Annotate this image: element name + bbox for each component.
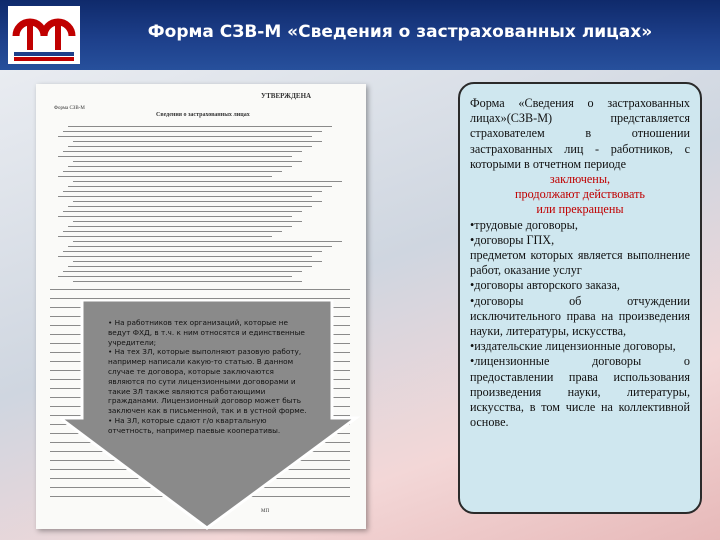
- form-line: [73, 161, 302, 162]
- form-line: [73, 281, 302, 282]
- form-line: [73, 181, 342, 182]
- callout-item: • На тех ЗЛ, которые выполняют разовую работу, например написали какую-то статью. В данном случае те договора, которые заключаются являются по сути лицензионными договорами и такие ЗЛ также являются работающими гражданами. Лицензионный договор может быть заключен как в письменной, так и в устной форме.: [108, 347, 307, 416]
- form-line: [58, 176, 272, 177]
- form-line: [68, 246, 332, 247]
- panel-intro: Форма «Сведения о застрахованных лицах»(СЗВ-М) представляется страхователем в отношении застрахованных лиц - работников, с которыми в отчетном периоде: [470, 96, 690, 171]
- form-line: [50, 289, 350, 290]
- form-heading: Сведения о застрахованных лицах: [156, 112, 250, 118]
- form-line: [68, 266, 312, 267]
- form-line: [50, 298, 350, 299]
- form-code: Форма СЗВ-М: [54, 106, 85, 111]
- form-line: [68, 146, 312, 147]
- form-line: [63, 191, 322, 192]
- callout-text: [108, 318, 308, 436]
- page-title: Форма СЗВ-М «Сведения о застрахованных лицах»: [147, 22, 653, 42]
- form-line: [58, 196, 312, 197]
- form-line: [68, 186, 332, 187]
- form-line: [58, 256, 312, 257]
- form-footer-code: МП: [261, 509, 270, 514]
- panel-item: •договоры ГПХ,: [470, 232, 555, 247]
- form-line: [63, 131, 322, 132]
- form-line: [68, 226, 292, 227]
- form-line: [73, 201, 322, 202]
- panel-item: •договоры об отчуждении исключительного права на произведения науки, литературы, искусства,: [470, 293, 690, 339]
- pfr-logo-icon: [8, 6, 80, 64]
- form-line: [73, 221, 302, 222]
- panel-item: •лицензионные договоры о предоставлении права использования произведения науки, литературы, искусства, в том числе на коллективной основе.: [470, 354, 690, 430]
- panel-red-line: или прекращены: [536, 202, 624, 217]
- form-line: [63, 231, 282, 232]
- panel-item: •договоры авторского заказа,: [470, 278, 620, 293]
- form-line: [63, 151, 302, 152]
- form-line: [58, 216, 292, 217]
- form-stamp: УТВЕРЖДЕНА: [261, 92, 312, 100]
- panel-item: предметом которых является выполнение работ, оказание услуг: [470, 248, 690, 278]
- panel-red-line: заключены,: [549, 172, 611, 187]
- form-line: [63, 251, 322, 252]
- form-line: [73, 141, 322, 142]
- form-line: [63, 171, 282, 172]
- form-line: [63, 211, 302, 212]
- callout-item: • На работников тех организаций, которые не ведут ФХД, в т.ч. к ним относятся и единственные учредители;: [108, 318, 305, 347]
- callout-item: • На ЗЛ, которые сдают г/о квартальную отчетность, например паевые кооперативы.: [108, 415, 281, 435]
- form-line: [68, 126, 332, 127]
- info-panel-text: [470, 96, 690, 430]
- form-line: [73, 261, 322, 262]
- form-line: [58, 156, 292, 157]
- form-line: [68, 166, 292, 167]
- form-line: [68, 206, 312, 207]
- form-line: [73, 241, 342, 242]
- panel-red-line: продолжают действовать: [515, 187, 645, 202]
- header-bar: [0, 0, 720, 70]
- form-line: [58, 136, 312, 137]
- form-line: [58, 276, 292, 277]
- form-line: [58, 236, 272, 237]
- panel-item: •издательские лицензионные договоры,: [470, 339, 676, 354]
- panel-item: •трудовые договоры,: [470, 217, 578, 232]
- form-line: [63, 271, 302, 272]
